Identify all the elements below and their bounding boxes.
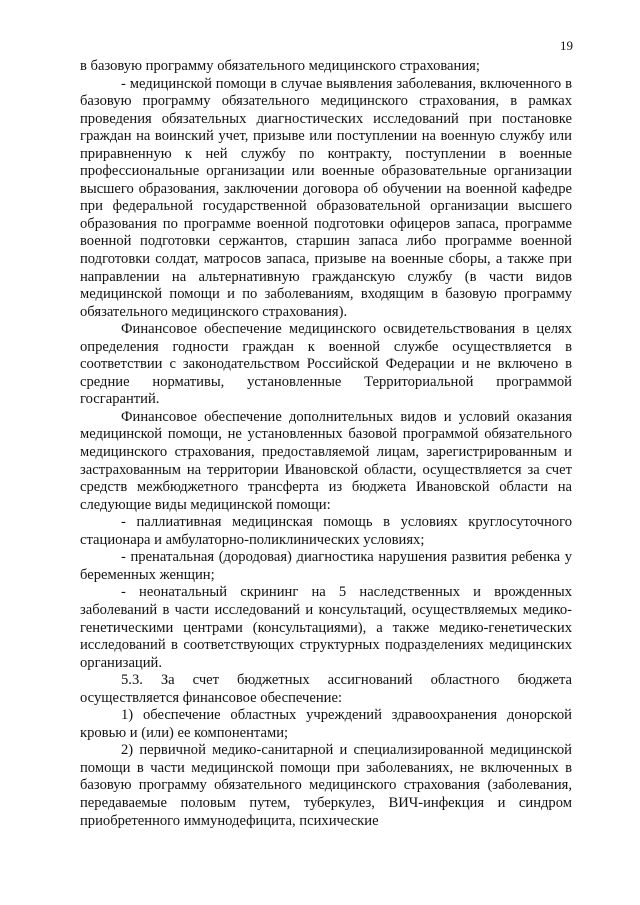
paragraph: Финансовое обеспечение дополнительных видов и условий оказания медицинской помощи, не установленных базовой программой обязательного медицинского страхования, предоставляемой лицам, зарегистрированным и застрахованным на территории Ивановской области, осуществляется за счет средств межбюджетного трансферта из бюджета Ивановской области на следующие виды медицинской помощи: xyxy=(80,408,572,513)
paragraph: - неонатальный скрининг на 5 наследственных и врожденных заболеваний в части исследований и консультаций, осуществляемых медико-генетическими центрами (консультациями), а также медико-генетических исследований в соответствующих структурных подразделениях медицинских организаций. xyxy=(80,584,572,671)
paragraph: 1) обеспечение областных учреждений здравоохранения донорской кровью и (или) ее компонентами; xyxy=(80,707,572,741)
paragraph: Финансовое обеспечение медицинского освидетельствования в целях определения годности граждан к военной службе осуществляется в соответствии с законодательством Российской Федерации и не включено в средние нормативы, установленные Территориальной программой госгарантий. xyxy=(80,321,572,408)
paragraph: в базовую программу обязательного медицинского страхования; xyxy=(80,58,480,74)
document-body xyxy=(80,58,572,830)
paragraph: 2) первичной медико-санитарной и специализированной медицинской помощи в части медицинской помощи при заболеваниях, не включенных в базовую программу обязательного медицинского страхования (заболевания, передаваемые половым путем, туберкулез, ВИЧ-инфекция и синдром приобретенного иммунодефицита, психические xyxy=(80,742,572,829)
paragraph: - паллиативная медицинская помощь в условиях круглосуточного стационара и амбулаторно-поликлинических условиях; xyxy=(80,514,572,548)
paragraph: - медицинской помощи в случае выявления заболевания, включенного в базовую программу обязательного медицинского страхования, в рамках проведения обязательных диагностических исследований при постановке граждан на воинский учет, призыве или поступлении на военную службу или приравненную к ней службу по контракту, поступлении в военные профессиональные организации или военные образовательные организации высшего образования, заключении договора об обучении на военной кафедре при федеральной государственной образовательной организации высшего образования по программе военной подготовки офицеров запаса, программе военной подготовки сержантов, старшин запаса либо программе военной подготовки солдат, матросов запаса, призыве на военные сборы, а также при направлении на альтернативную гражданскую службу (в части видов медицинской помощи и по заболеваниям, входящим в базовую программу обязательного медицинского страхования). xyxy=(80,75,572,320)
page-number: 19 xyxy=(560,38,573,53)
paragraph: 5.3. За счет бюджетных ассигнований областного бюджета осуществляется финансовое обеспечение: xyxy=(80,672,572,706)
paragraph: - пренатальная (дородовая) диагностика нарушения развития ребенка у беременных женщин; xyxy=(80,549,572,583)
